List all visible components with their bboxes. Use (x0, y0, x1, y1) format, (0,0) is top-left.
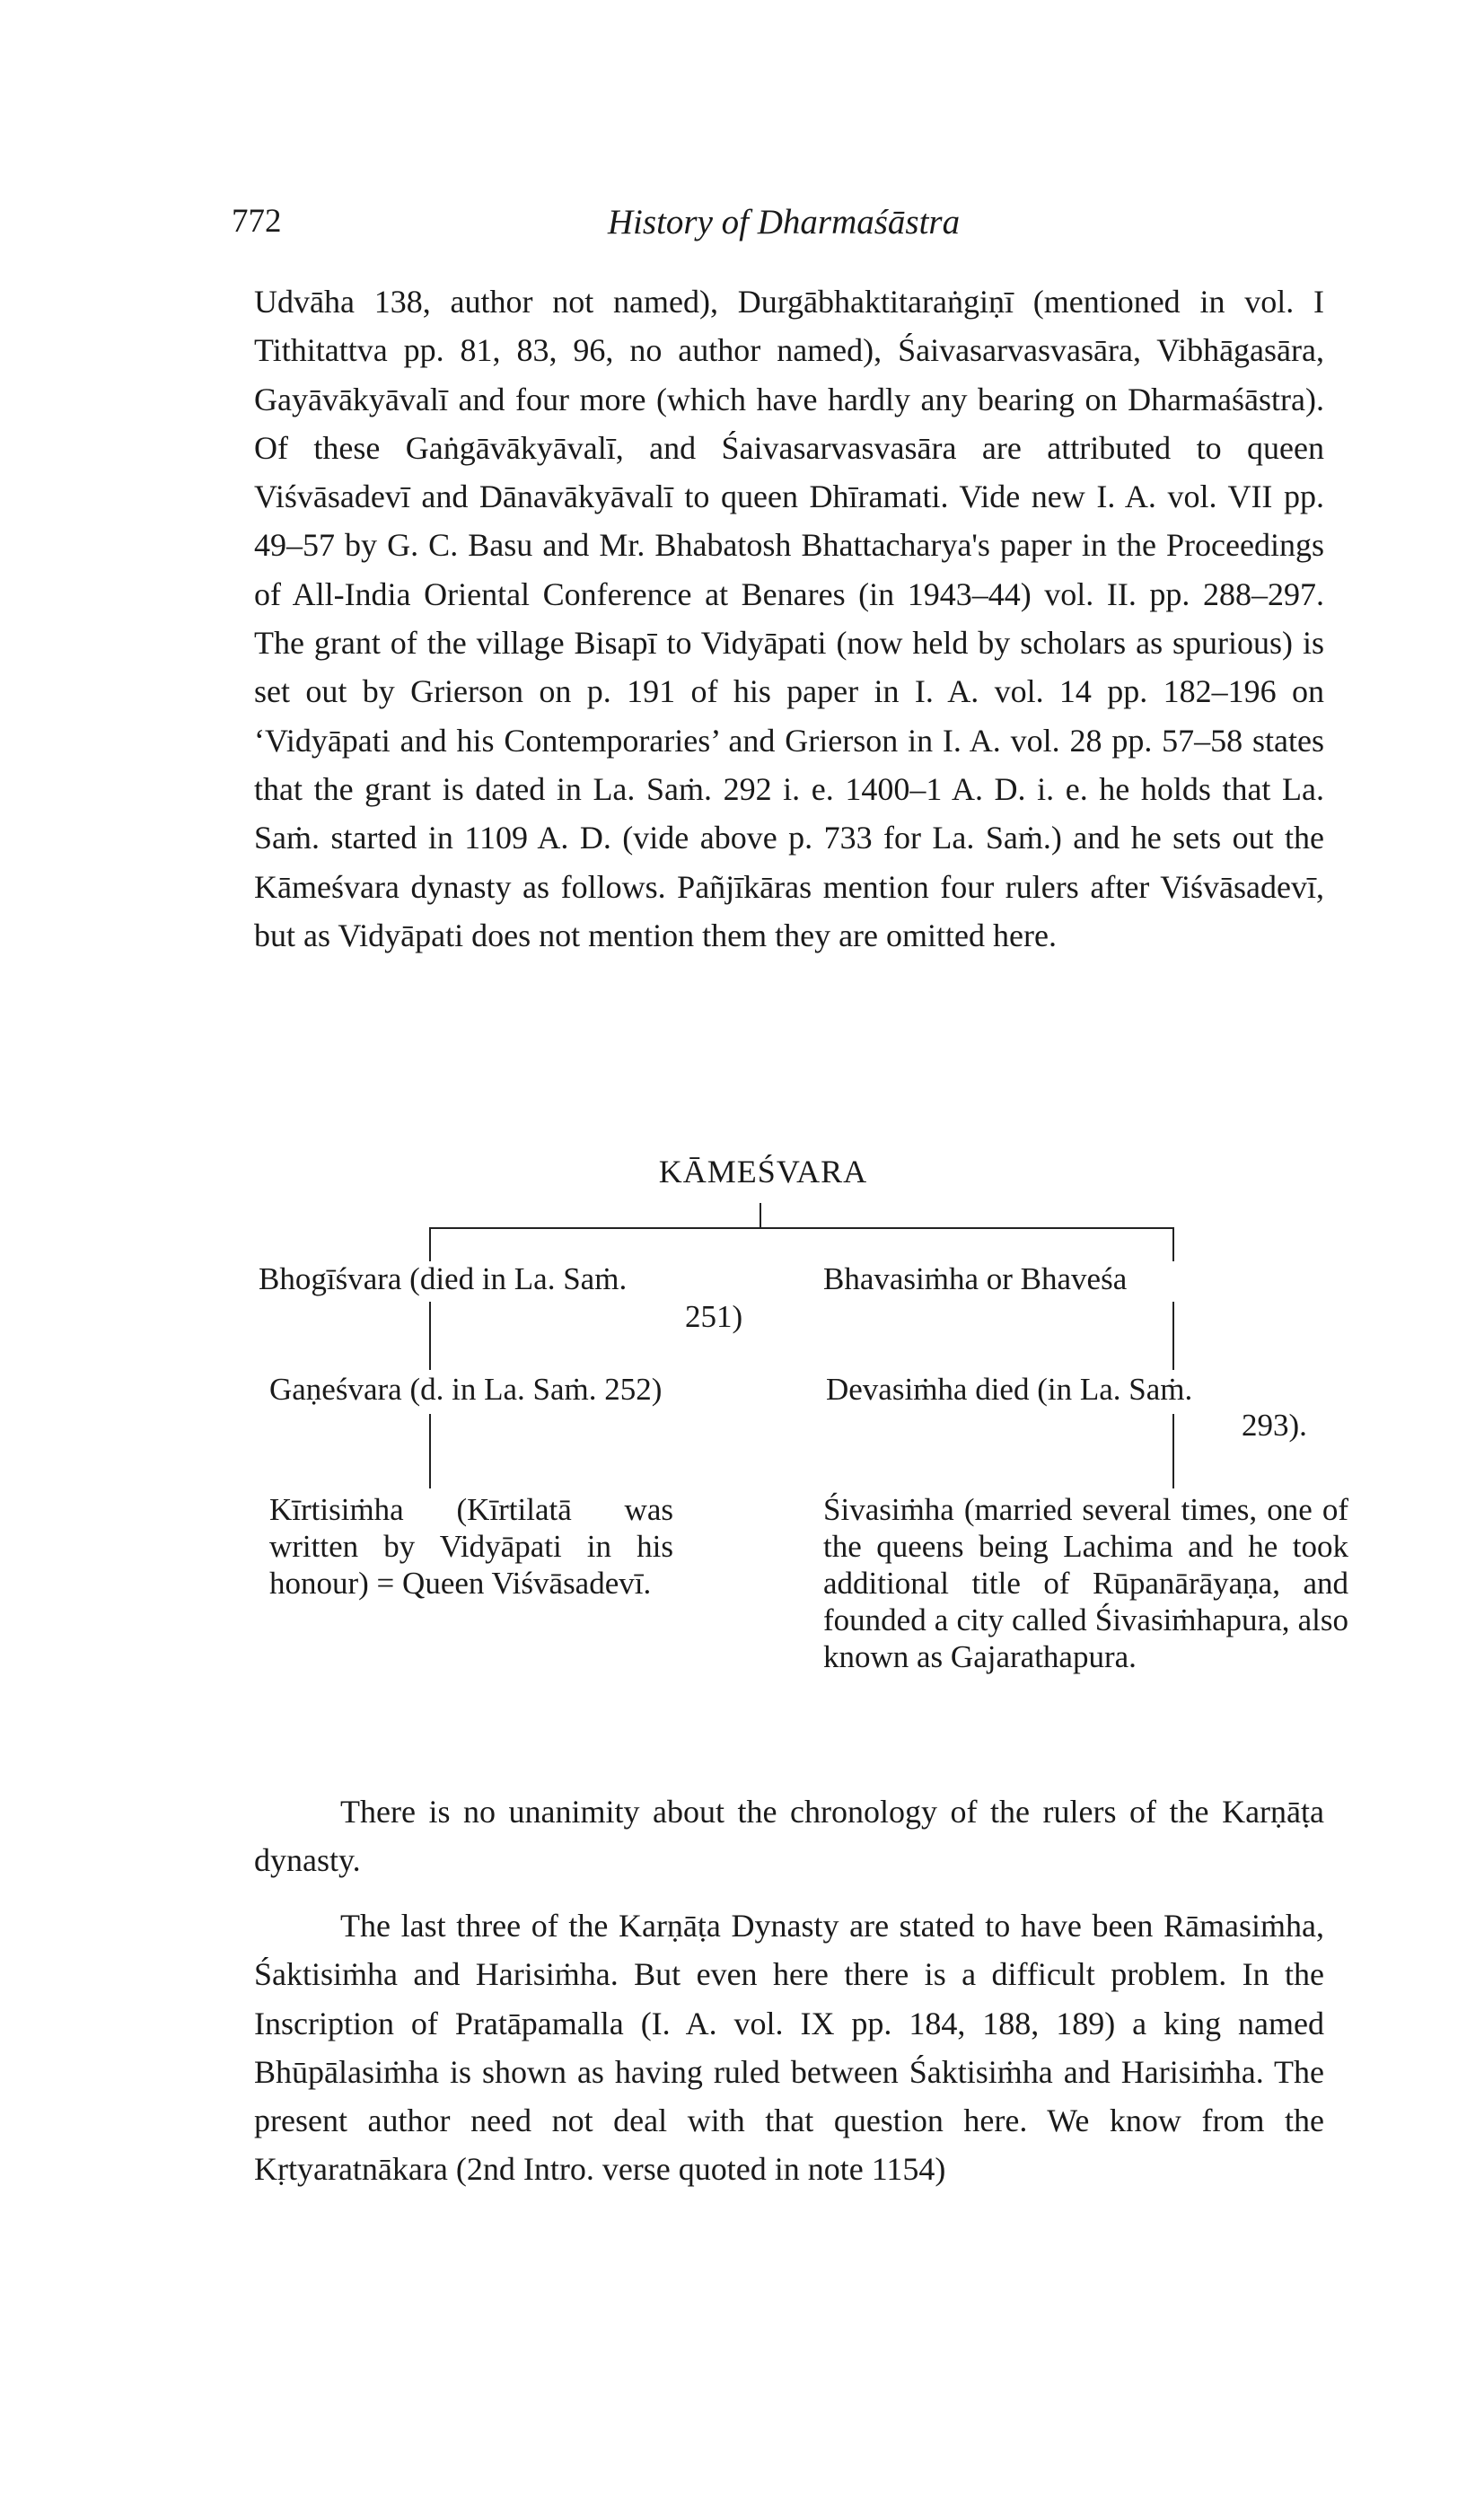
tree-connector-left (429, 1227, 431, 1261)
genealogy-root: KĀMEŚVARA (658, 1154, 868, 1190)
tree-right-gen3: Śivasiṁha (married several times, one of the queens being Lachima and he took additional title of Rūpanārāyaṇa, and founded a city called Śivasiṁhapura, also known as Gajarathapura. (823, 1492, 1348, 1674)
page-number: 772 (232, 203, 282, 240)
running-title: History of Dharmaśāstra (607, 203, 961, 241)
tree-connector-right (1172, 1227, 1174, 1261)
tree-right-gen2-year: 293). (1242, 1408, 1307, 1443)
body-paragraph-3: The last three of the Karṇāṭa Dynasty are stated to have been Rāmasiṁha, Śaktisiṁha and Harisiṁha. But even here there is a difficult problem. In the Inscription of Pratāpamalla (I. A. vol. IX pp. 184, 188, 189) a king named Bhūpālasiṁha is shown as having ruled between Śaktisiṁha and Harisiṁha. The present author need not deal with that question here. We know from the Kṛtyaratnākara (2nd Intro. verse quoted in note 1154) (254, 1908, 1324, 2188)
tree-left-gen3: Kīrtisiṁha (Kīrtilatā was written by Vidyāpati in his honour) = Queen Viśvāsadevī. (269, 1492, 673, 1601)
tree-connector-right-1 (1172, 1302, 1174, 1370)
tree-right-gen2: Devasiṁha died (in La. Saṁ. (826, 1372, 1193, 1407)
body-paragraph-1: Udvāha 138, author not named), Durgābhaktitaraṅgiṇī (mentioned in vol. I Tithitattva pp. 81, 83, 96, no author named), Śaivasarvasvasāra, Vibhāgasāra, Gayāvākyāvalī and four more (which have hardly any bearing on Dharmaśāstra). Of these Gaṅgāvākyāvalī, and Śaivasarvasvasāra are attributed to queen Viśvāsadevī and Dānavākyāvalī to queen Dhīramati. Vide new I. A. vol. VII pp. 49–57 by G. C. Basu and Mr. Bhabatosh Bhattacharya's paper in the Proceedings of All-India Oriental Conference at Benares (in 1943–44) vol. II. pp. 288–297. The grant of the village Bisapī to Vidyāpati (now held by scholars as spurious) is set out by Grierson on p. 191 of his paper in I. A. vol. 14 pp. 182–196 on ‘Vidyāpati and his Contemporaries’ and Grierson in I. A. vol. 28 pp. 57–58 states that the grant is dated in La. Saṁ. 292 i. e. 1400–1 A. D. i. e. he holds that La. Saṁ. started in 1109 A. D. (vide above p. 733 for La. Saṁ.) and he sets out the Kāmeśvara dynasty as follows. Pañjīkāras mention four rulers after Viśvāsadevī, but as Vidyāpati does not mention them they are omitted here. (254, 284, 1324, 953)
tree-connector-right-2 (1172, 1414, 1174, 1488)
tree-left-gen2: Gaṇeśvara (d. in La. Saṁ. 252) (269, 1372, 663, 1407)
tree-left-gen1: Bhogīśvara (died in La. Saṁ. (259, 1261, 628, 1296)
tree-branch-line (429, 1227, 1174, 1229)
body-paragraph-2: There is no unanimity about the chronology of the rulers of the Karṇāṭa dynasty. (254, 1794, 1324, 1879)
tree-connector-left-2 (429, 1414, 431, 1488)
tree-connector-left-1 (429, 1302, 431, 1370)
tree-left-gen1-year: 251) (685, 1299, 743, 1334)
tree-connector-root (760, 1203, 761, 1228)
page-header (232, 202, 1336, 256)
tree-right-gen1: Bhavasiṁha or Bhaveśa (823, 1261, 1128, 1296)
